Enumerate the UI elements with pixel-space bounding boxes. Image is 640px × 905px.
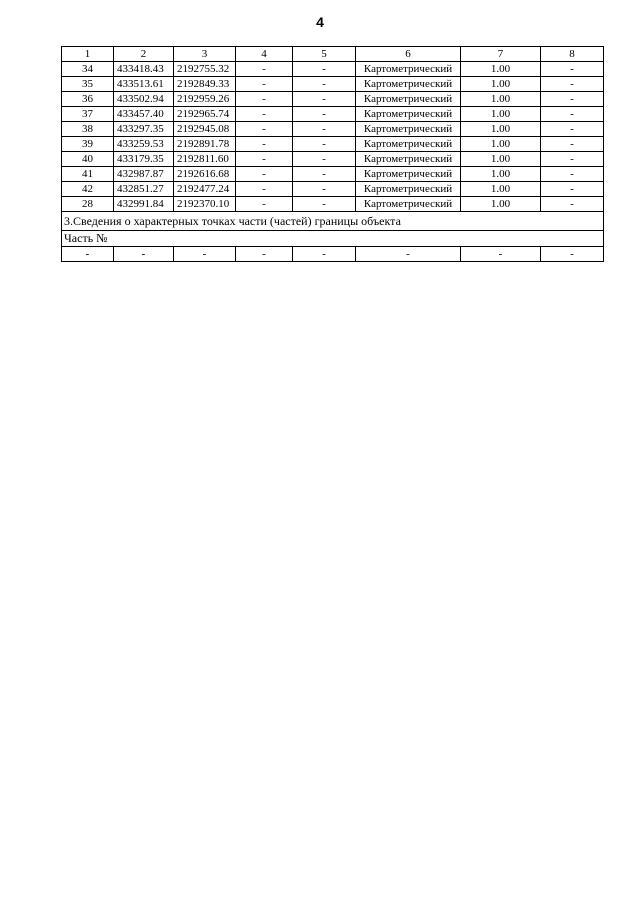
table-cell: 41 bbox=[62, 167, 114, 182]
column-header: 2 bbox=[114, 47, 174, 62]
section-title: 3.Сведения о характерных точках части (частей) границы объекта bbox=[62, 212, 604, 231]
table-cell: 2192891.78 bbox=[174, 137, 236, 152]
table-cell: Картометрический bbox=[356, 122, 461, 137]
table-cell: - bbox=[236, 107, 293, 122]
part-label: Часть № bbox=[62, 231, 604, 247]
page-number: 4 bbox=[316, 14, 324, 30]
table-cell: 2192616.68 bbox=[174, 167, 236, 182]
column-header: 4 bbox=[236, 47, 293, 62]
table-cell: 433179.35 bbox=[114, 152, 174, 167]
table-cell: 433513.61 bbox=[114, 77, 174, 92]
table-cell: 1.00 bbox=[461, 137, 541, 152]
table-cell: - bbox=[236, 247, 293, 262]
table-cell: - bbox=[541, 62, 604, 77]
table-cell: Картометрический bbox=[356, 77, 461, 92]
table-cell: 433297.35 bbox=[114, 122, 174, 137]
table-cell: - bbox=[293, 247, 356, 262]
table-cell: - bbox=[541, 182, 604, 197]
table-row bbox=[62, 77, 604, 92]
table-cell: 38 bbox=[62, 122, 114, 137]
table-cell: - bbox=[62, 247, 114, 262]
table-cell: 2192959.26 bbox=[174, 92, 236, 107]
table-cell: 432991.84 bbox=[114, 197, 174, 212]
column-header: 7 bbox=[461, 47, 541, 62]
table-cell: - bbox=[293, 122, 356, 137]
table-cell: - bbox=[293, 167, 356, 182]
column-header: 3 bbox=[174, 47, 236, 62]
table-cell: - bbox=[541, 137, 604, 152]
table-cell: 37 bbox=[62, 107, 114, 122]
table-cell: - bbox=[293, 197, 356, 212]
table-row bbox=[62, 137, 604, 152]
table-cell: 39 bbox=[62, 137, 114, 152]
table-cell: 2192370.10 bbox=[174, 197, 236, 212]
table-cell: - bbox=[236, 122, 293, 137]
table-cell: - bbox=[541, 247, 604, 262]
table-cell: - bbox=[293, 107, 356, 122]
table-cell: 1.00 bbox=[461, 77, 541, 92]
table-cell: 1.00 bbox=[461, 92, 541, 107]
table-cell: 433502.94 bbox=[114, 92, 174, 107]
table-cell: - bbox=[541, 77, 604, 92]
table-cell: 1.00 bbox=[461, 197, 541, 212]
table-cell: 34 bbox=[62, 62, 114, 77]
table-cell: 2192965.74 bbox=[174, 107, 236, 122]
table-cell: 433418.43 bbox=[114, 62, 174, 77]
table-header-row bbox=[62, 47, 604, 62]
table-cell: - bbox=[174, 247, 236, 262]
table-cell: - bbox=[293, 152, 356, 167]
table-cell: - bbox=[541, 107, 604, 122]
table-cell: 1.00 bbox=[461, 152, 541, 167]
table-cell: Картометрический bbox=[356, 107, 461, 122]
table-cell: Картометрический bbox=[356, 167, 461, 182]
table-cell: - bbox=[236, 182, 293, 197]
table-cell: 40 bbox=[62, 152, 114, 167]
table-row bbox=[62, 62, 604, 77]
table-cell: 1.00 bbox=[461, 167, 541, 182]
table-cell: 1.00 bbox=[461, 107, 541, 122]
table-cell: - bbox=[541, 167, 604, 182]
table-cell: Картометрический bbox=[356, 152, 461, 167]
table-row bbox=[62, 92, 604, 107]
table-row bbox=[62, 152, 604, 167]
column-header: 5 bbox=[293, 47, 356, 62]
table-cell: 1.00 bbox=[461, 182, 541, 197]
table-cell: - bbox=[236, 62, 293, 77]
table-cell: 433457.40 bbox=[114, 107, 174, 122]
column-header: 8 bbox=[541, 47, 604, 62]
table-cell: Картометрический bbox=[356, 197, 461, 212]
table-cell: 2192811.60 bbox=[174, 152, 236, 167]
table-cell: - bbox=[541, 122, 604, 137]
table-cell: 28 bbox=[62, 197, 114, 212]
table-cell: - bbox=[114, 247, 174, 262]
table-cell: - bbox=[293, 182, 356, 197]
table-cell: - bbox=[541, 92, 604, 107]
table-row bbox=[62, 122, 604, 137]
table-cell: 2192945.08 bbox=[174, 122, 236, 137]
table-cell: 432851.27 bbox=[114, 182, 174, 197]
table-cell: - bbox=[236, 197, 293, 212]
column-header: 1 bbox=[62, 47, 114, 62]
table-cell: - bbox=[293, 62, 356, 77]
table-row bbox=[62, 107, 604, 122]
table-cell: 432987.87 bbox=[114, 167, 174, 182]
section-title-row bbox=[62, 212, 604, 231]
table-cell: 42 bbox=[62, 182, 114, 197]
table-cell: Картометрический bbox=[356, 137, 461, 152]
table-cell: Картометрический bbox=[356, 182, 461, 197]
table-cell: 1.00 bbox=[461, 122, 541, 137]
table-cell: - bbox=[236, 77, 293, 92]
table-cell: - bbox=[461, 247, 541, 262]
table-cell: - bbox=[356, 247, 461, 262]
table-cell: - bbox=[236, 152, 293, 167]
table-cell: 433259.53 bbox=[114, 137, 174, 152]
part-label-row bbox=[62, 231, 604, 247]
table-cell: - bbox=[541, 197, 604, 212]
table-cell: 35 bbox=[62, 77, 114, 92]
table-cell: - bbox=[236, 137, 293, 152]
table-cell: 2192477.24 bbox=[174, 182, 236, 197]
table-row bbox=[62, 197, 604, 212]
table-cell: 2192849.33 bbox=[174, 77, 236, 92]
table-body bbox=[62, 47, 604, 262]
table-cell: 1.00 bbox=[461, 62, 541, 77]
table-cell: - bbox=[293, 77, 356, 92]
part-data-row bbox=[62, 247, 604, 262]
table-row bbox=[62, 167, 604, 182]
table-cell: - bbox=[293, 92, 356, 107]
boundary-points-table bbox=[61, 46, 604, 262]
table-cell: Картометрический bbox=[356, 62, 461, 77]
table-cell: - bbox=[541, 152, 604, 167]
table-cell: 2192755.32 bbox=[174, 62, 236, 77]
column-header: 6 bbox=[356, 47, 461, 62]
table-cell: - bbox=[236, 167, 293, 182]
table-cell: 36 bbox=[62, 92, 114, 107]
table-cell: - bbox=[293, 137, 356, 152]
table-cell: - bbox=[236, 92, 293, 107]
table-row bbox=[62, 182, 604, 197]
table-cell: Картометрический bbox=[356, 92, 461, 107]
